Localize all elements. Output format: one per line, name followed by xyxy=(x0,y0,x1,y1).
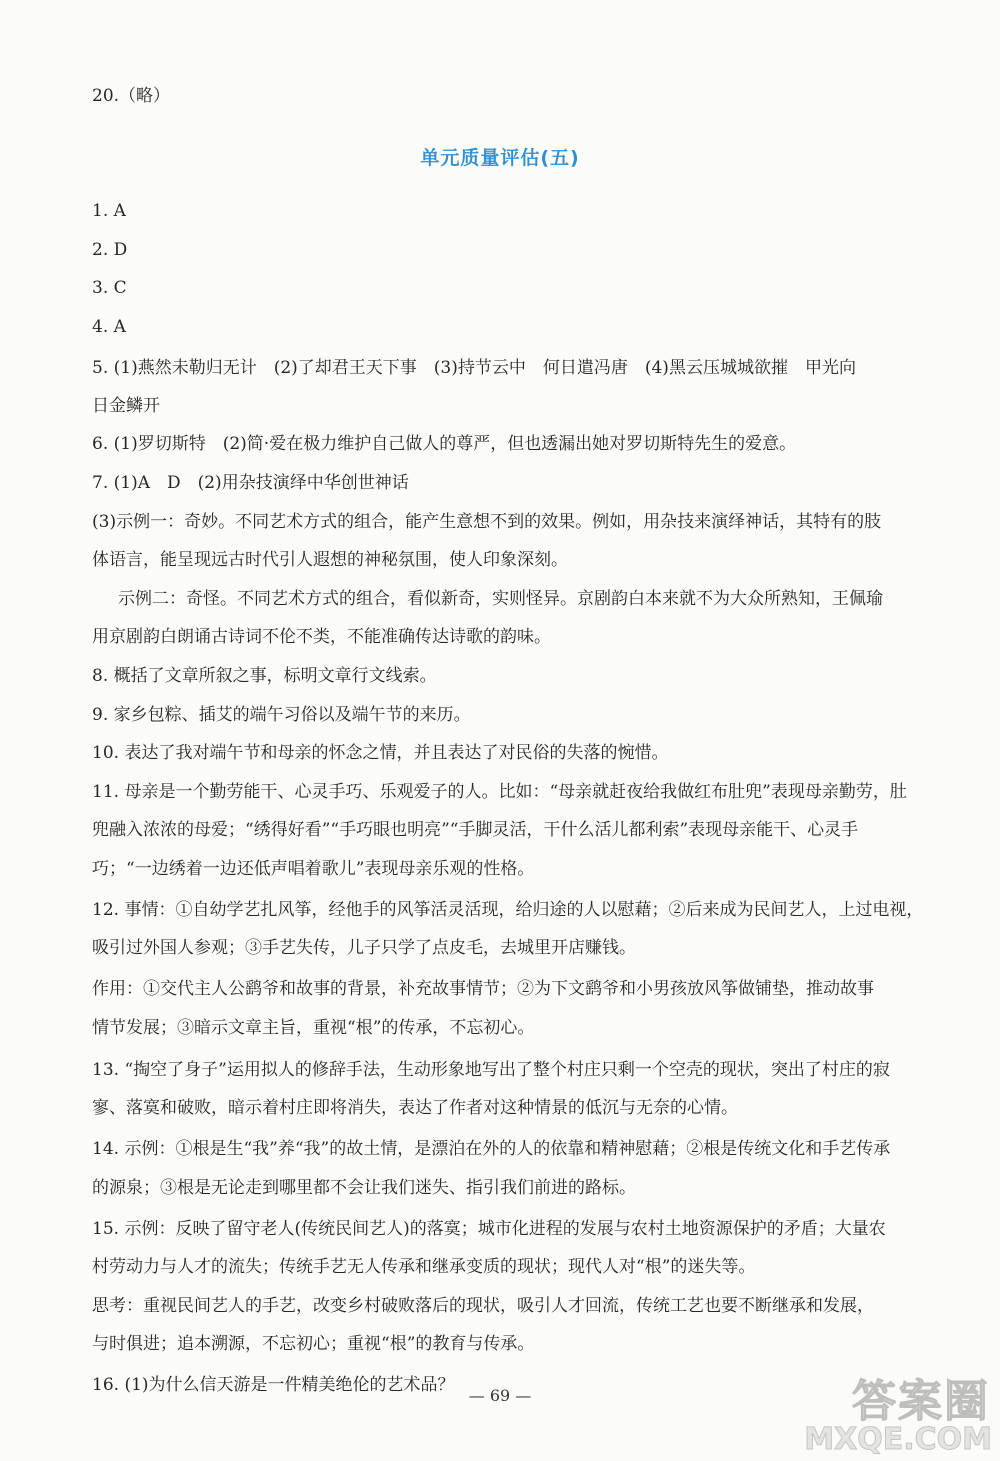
answer-line: 3. C xyxy=(92,278,127,298)
answer-line: 14. 示例：①根是生“我”养“我”的故土情，是漂泊在外的人的依靠和精神慰藉；②根是传统文化和手艺传承 xyxy=(92,1139,891,1159)
answer-line: 9. 家乡包粽、插艾的端午习俗以及端午节的来历。 xyxy=(92,705,471,725)
answer-line: 16. (1)为什么信天游是一件精美绝伦的艺术品？ xyxy=(92,1375,455,1395)
watermark-url: MXQE.COM xyxy=(804,1422,992,1457)
answer-line: 与时俱进；追本溯源，不忘初心；重视“根”的教育与传承。 xyxy=(92,1334,535,1354)
answer-line: 1. A xyxy=(92,201,126,221)
answer-line: 作用：①交代主人公鹞爷和故事的背景，补充故事情节；②为下文鹞爷和小男孩放风筝做铺垫，推动故事 xyxy=(92,979,874,999)
answer-line: 兜融入浓浓的母爱；“绣得好看”“手巧眼也明亮”“手脚灵活，干什么活儿都利索”表现母亲能干、心灵手 xyxy=(92,820,859,840)
answer-line: 村劳动力与人才的流失；传统手艺无人传承和继承变质的现状；现代人对“根”的迷失等。 xyxy=(92,1257,756,1277)
answer-line: 思考：重视民间艺人的手艺，改变乡村破败落后的现状，吸引人才回流，传统工艺也要不断继承和发展， xyxy=(92,1296,874,1316)
answer-line: 10. 表达了我对端午节和母亲的怀念之情，并且表达了对民俗的失落的惋惜。 xyxy=(92,743,669,763)
page-number: — 69 — xyxy=(468,1386,532,1405)
answer-line: 15. 示例：反映了留守老人(传统民间艺人)的落寞；城市化进程的发展与农村土地资源保护的矛盾；大量农 xyxy=(92,1219,886,1239)
answer-line: 日金鳞开 xyxy=(92,396,160,416)
answer-line: 12. 事情：①自幼学艺扎风筝，经他手的风筝活灵活现，给归途的人以慰藉；②后来成为民间艺人，上过电视， xyxy=(92,900,924,920)
answer-line: 示例二：奇怪。不同艺术方式的组合，看似新奇，实则怪异。京剧韵白本来就不为大众所熟知，王佩瑜 xyxy=(118,589,883,609)
answer-line: 吸引过外国人参观；③手艺失传，儿子只学了点皮毛，去城里开店赚钱。 xyxy=(92,938,636,958)
answer-line: 7. (1)A D (2)用杂技演绎中华创世神话 xyxy=(92,473,409,493)
answer-line: 寥、落寞和破败，暗示着村庄即将消失，表达了作者对这种情景的低沉与无奈的心情。 xyxy=(92,1098,738,1118)
watermark-logo xyxy=(772,1365,994,1457)
answer-line: 6. (1)罗切斯特 (2)简·爱在极力维护自己做人的尊严，但也透漏出她对罗切斯特先生的爱意。 xyxy=(92,434,797,454)
watermark-text: 答案圈 xyxy=(852,1376,990,1427)
answer-line: 巧；“一边绣着一边还低声唱着歌儿”表现母亲乐观的性格。 xyxy=(92,859,535,879)
section-title: 单元质量评估(五) xyxy=(420,147,580,169)
answer-line: 2. D xyxy=(92,240,128,260)
answer-line: 8. 概括了文章所叙之事，标明文章行文线索。 xyxy=(92,666,437,686)
answer-line: (3)示例一：奇妙。不同艺术方式的组合，能产生意想不到的效果。例如，用杂技来演绎神话，其特有的肢 xyxy=(92,512,882,532)
answer-line: 用京剧韵白朗诵古诗词不伦不类，不能准确传达诗歌的韵味。 xyxy=(92,627,551,647)
answer-line: 的源泉；③根是无论走到哪里都不会让我们迷失、指引我们前进的路标。 xyxy=(92,1178,636,1198)
answer-line: 13. “掏空了身子”运用拟人的修辞手法，生动形象地写出了整个村庄只剩一个空壳的现状，突出了村庄的寂 xyxy=(92,1060,890,1080)
answer-line: 11. 母亲是一个勤劳能干、心灵手巧、乐观爱子的人。比如：“母亲就赶夜给我做红布肚兜”表现母亲勤劳，肚 xyxy=(92,782,907,802)
answer-line: 4. A xyxy=(92,317,126,337)
answer-line: 情节发展；③暗示文章主旨，重视“根”的传承，不忘初心。 xyxy=(92,1018,535,1038)
item-20: 20.（略） xyxy=(92,86,171,106)
answer-line: 5. (1)燕然未勒归无计 (2)了却君王天下事 (3)持节云中 何日遣冯唐 (4)黑云压城城欲摧 甲光向 xyxy=(92,358,856,378)
answer-line: 体语言，能呈现远古时代引人遐想的神秘氛围，使人印象深刻。 xyxy=(92,550,568,570)
